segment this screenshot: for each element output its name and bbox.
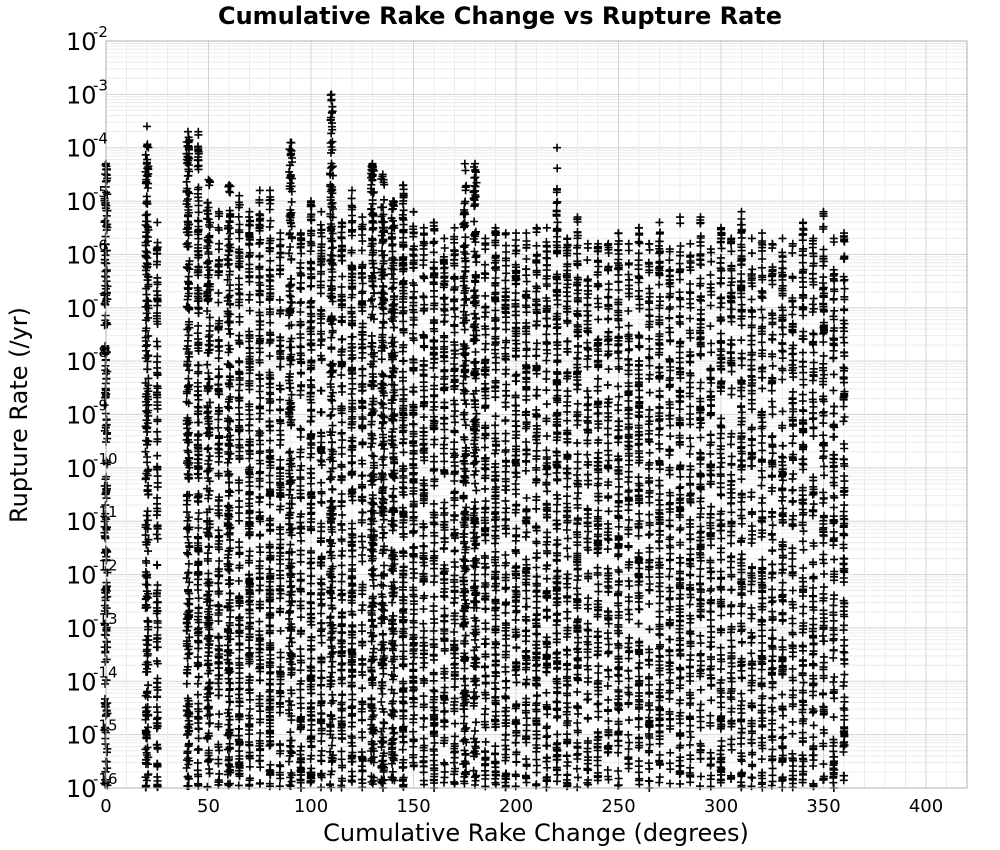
- y-tick-exponent: -10: [93, 449, 118, 468]
- y-tick-exponent: -16: [93, 770, 118, 788]
- y-tick-exponent: -8: [93, 343, 108, 362]
- x-tick-label: 50: [197, 796, 220, 817]
- y-tick-exponent: -7: [93, 289, 108, 308]
- y-tick-exponent: -3: [93, 76, 108, 95]
- y-tick-base: 10: [66, 348, 97, 377]
- y-tick-label: [66, 663, 118, 696]
- y-tick-exponent: -5: [93, 183, 108, 202]
- y-tick-label: [66, 557, 118, 590]
- chart-title: Cumulative Rake Change vs Rupture Rate: [217, 2, 783, 30]
- y-tick-base: 10: [66, 134, 97, 163]
- y-tick-label: [66, 76, 108, 109]
- y-tick-exponent: -14: [93, 663, 118, 682]
- y-tick-label: [66, 503, 118, 536]
- y-tick-exponent: -12: [93, 556, 118, 575]
- y-tick-exponent: -15: [93, 716, 118, 735]
- y-tick-label: [66, 183, 108, 216]
- x-tick-label: 200: [498, 796, 534, 817]
- y-tick-exponent: -11: [93, 503, 118, 522]
- y-tick-base: 10: [66, 561, 97, 590]
- y-tick-base: 10: [66, 775, 97, 803]
- y-tick-base: 10: [66, 28, 97, 56]
- y-tick-exponent: -6: [93, 236, 108, 255]
- x-axis-ticks: [100, 796, 943, 817]
- y-tick-base: 10: [66, 721, 97, 750]
- x-axis-label: Cumulative Rake Change (degrees): [323, 819, 749, 847]
- x-tick-label: 400: [908, 796, 944, 817]
- x-tick-label: 0: [100, 796, 112, 817]
- y-tick-base: 10: [66, 241, 97, 270]
- y-tick-label: [66, 130, 108, 163]
- y-tick-label: [66, 343, 108, 376]
- y-tick-label: [66, 450, 118, 483]
- x-tick-label: 150: [396, 796, 431, 817]
- x-tick-label: 250: [601, 796, 636, 817]
- y-tick-label: [66, 610, 118, 643]
- y-tick-base: 10: [66, 668, 97, 697]
- y-tick-label: [66, 397, 108, 430]
- y-tick-base: 10: [66, 454, 97, 483]
- y-tick-base: 10: [66, 614, 97, 643]
- y-tick-label: [66, 717, 118, 750]
- y-tick-exponent: -2: [93, 23, 108, 41]
- x-tick-label: 100: [293, 796, 329, 817]
- y-tick-label: [66, 23, 108, 56]
- y-axis-label: Rupture Rate (/yr): [5, 307, 33, 523]
- y-tick-base: 10: [66, 81, 97, 110]
- y-tick-exponent: -13: [93, 609, 118, 628]
- x-tick-label: 350: [806, 796, 841, 817]
- y-tick-label: [66, 236, 108, 269]
- y-tick-label: [66, 290, 108, 323]
- y-tick-exponent: -9: [93, 396, 108, 415]
- y-tick-base: 10: [66, 508, 97, 537]
- y-tick-base: 10: [66, 294, 97, 323]
- y-tick-base: 10: [66, 188, 97, 217]
- y-tick-base: 10: [66, 401, 97, 430]
- y-tick-exponent: -4: [93, 129, 108, 148]
- x-tick-label: 300: [703, 796, 739, 817]
